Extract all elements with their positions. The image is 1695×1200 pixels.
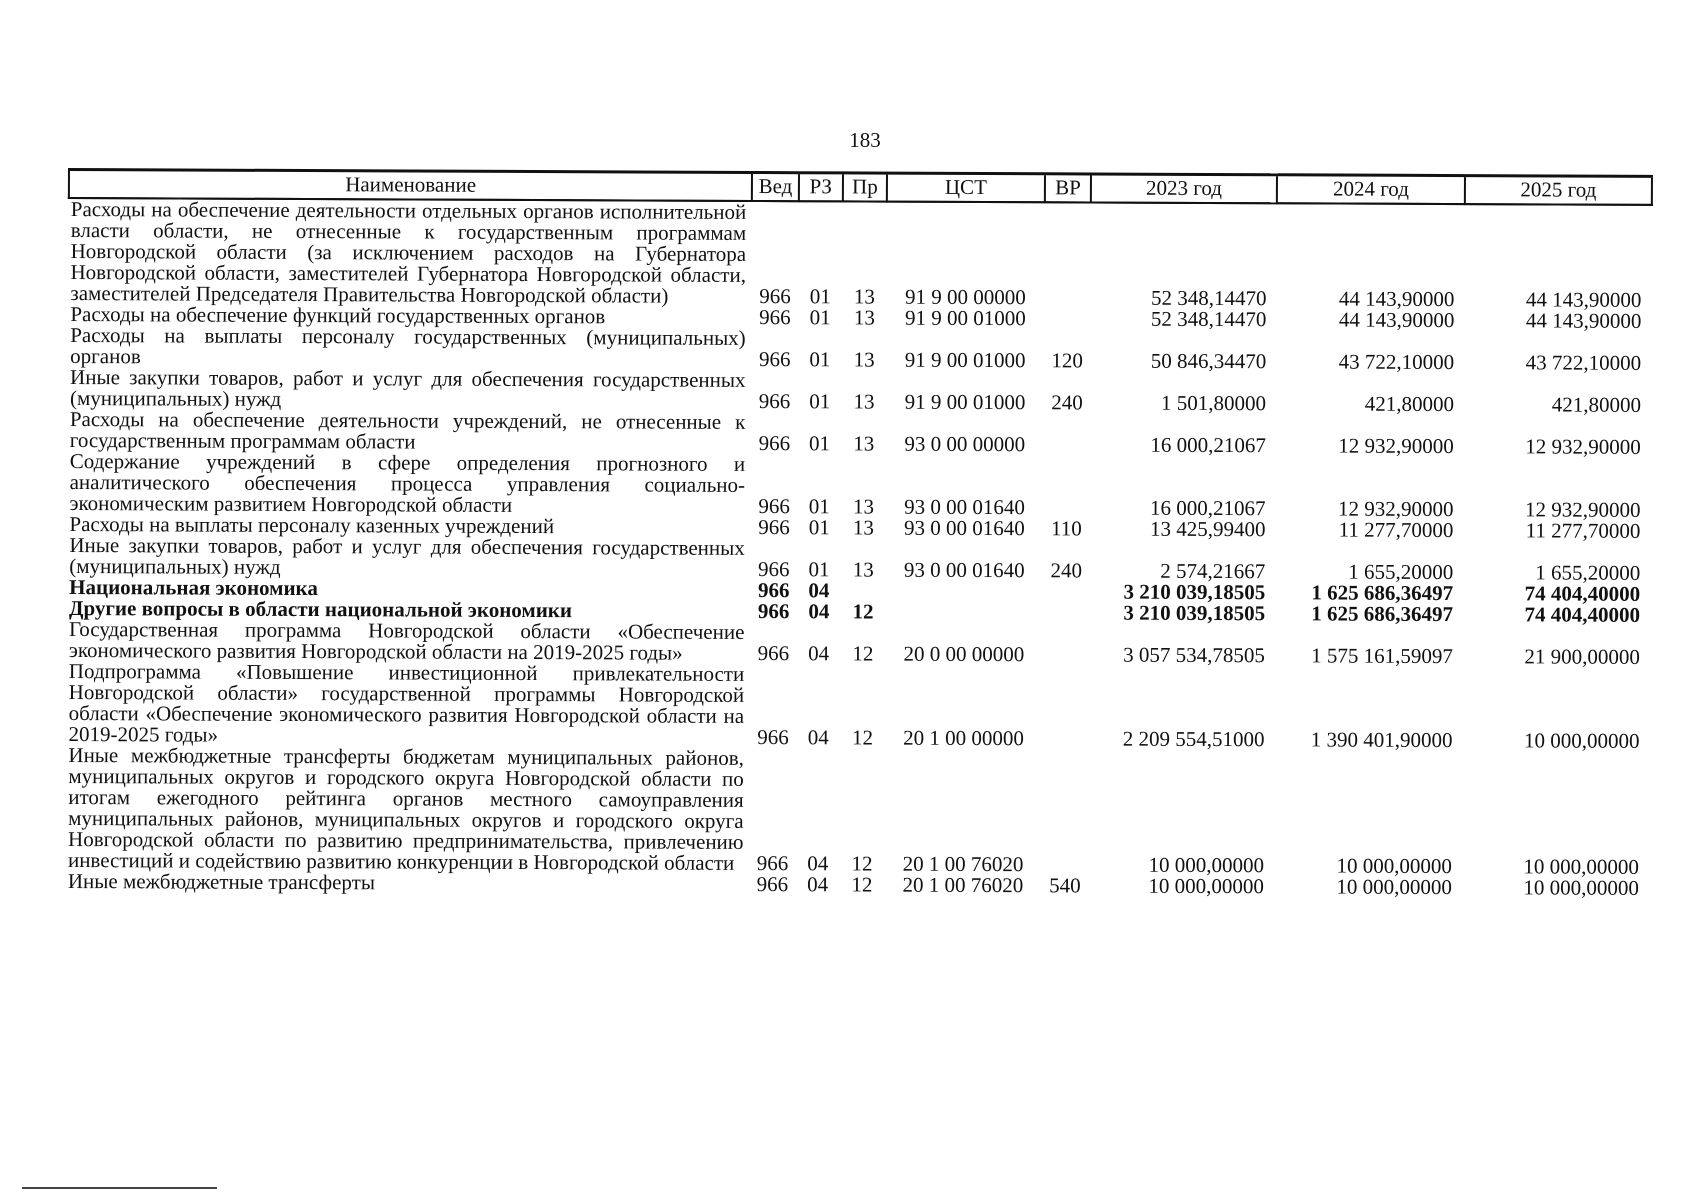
cell-2024: 1 625 686,36497 xyxy=(1311,580,1454,606)
cell-2025: 12 932,90000 xyxy=(1525,434,1641,459)
cell-vr: 110 xyxy=(1051,516,1082,541)
cell-pr: 13 xyxy=(853,347,875,372)
cell-pr: 12 xyxy=(852,599,874,624)
cell-2023: 1 501,80000 xyxy=(1160,390,1267,416)
cell-2024: 1 575 161,59097 xyxy=(1311,643,1453,669)
table-row xyxy=(66,745,1650,878)
cell-2024: 10 000,00000 xyxy=(1336,853,1453,879)
cell-cst xyxy=(885,581,1043,603)
cell-rz: 01 xyxy=(808,557,830,582)
cell-2025: 21 900,00000 xyxy=(1524,644,1640,669)
cell-2024: 43 722,10000 xyxy=(1338,349,1455,375)
cell-ved: 966 xyxy=(758,431,791,456)
cell-ved: 966 xyxy=(759,284,791,309)
cell-vr xyxy=(1043,623,1089,665)
cell-cst xyxy=(885,602,1043,624)
cell-ved: 966 xyxy=(758,347,791,372)
header-2023: 2023 год xyxy=(1091,174,1277,203)
cell-pr: 13 xyxy=(852,515,874,540)
cell-name: Расходы на выплаты персоналу казенных учреждений xyxy=(69,512,555,539)
cell-rz: 01 xyxy=(808,515,830,540)
cell-rz: 01 xyxy=(809,431,831,456)
cell-rz: 04 xyxy=(808,578,830,603)
cell-name: Расходы на выплаты персоналу государственных (муниципальных) органов xyxy=(70,323,746,369)
cell-2023: 52 348,14470 xyxy=(1150,285,1267,311)
cell-cst: 93 0 00 01640 xyxy=(903,557,1025,583)
cell-pr: 13 xyxy=(853,305,875,330)
cell-rz: 01 xyxy=(809,347,831,372)
header-name: Наименование xyxy=(69,170,753,201)
cell-name: Иные закупки товаров, работ и услуг для обеспечения государственных (муниципальных) нужд xyxy=(69,365,746,411)
cell-name: Другие вопросы в области национальной экономики xyxy=(69,596,573,623)
cell-2025: 10 000,00000 xyxy=(1523,728,1640,753)
cell-pr: 12 xyxy=(852,641,874,666)
cell-cst: 91 9 00 01000 xyxy=(904,347,1026,373)
page-number: 183 xyxy=(849,128,881,152)
cell-cst: 93 0 00 01640 xyxy=(904,494,1025,520)
cell-name: Иные межбюджетные трансферты бюджетам муниципальных районов, муниципальных округов и городского округа Новгородской области по итогам ежегодного рейтинга органов местного самоуправления муниципальных районов, муниципальных округов и городского округа Новгородской области по развитию предпринимательства, привлечению инвестиций и содействию развитию конкуренции в Новгородской области xyxy=(67,743,744,875)
cell-cst: 93 0 00 00000 xyxy=(904,431,1026,457)
table-row xyxy=(68,198,1651,311)
cell-vr xyxy=(1043,602,1089,623)
table-body xyxy=(66,198,1652,899)
cell-2024: 421,80000 xyxy=(1364,391,1455,417)
cell-2023: 2 209 554,51000 xyxy=(1122,726,1265,752)
cell-cst: 20 1 00 00000 xyxy=(903,725,1024,751)
cell-2025: 44 143,90000 xyxy=(1525,308,1642,333)
header-2024: 2024 год xyxy=(1277,175,1465,204)
table-row xyxy=(67,451,1650,521)
cell-2025: 11 277,70000 xyxy=(1525,518,1641,543)
cell-2024: 1 625 686,36497 xyxy=(1311,601,1454,627)
cell-2025: 74 404,40000 xyxy=(1524,581,1641,606)
cell-ved: 966 xyxy=(756,851,789,876)
header-pr: Пр xyxy=(843,173,887,202)
cell-2025: 12 932,90000 xyxy=(1524,497,1641,522)
cell-pr: 12 xyxy=(851,725,874,750)
cell-pr: 13 xyxy=(852,557,874,582)
cell-2024: 11 277,70000 xyxy=(1338,517,1454,543)
cell-name: Иные закупки товаров, работ и услуг для обеспечения государственных (муниципальных) нужд xyxy=(69,533,745,579)
cell-vr: 240 xyxy=(1051,390,1083,415)
cell-name: Государственная программа Новгородской области «Обеспечение экономического развития Новгородской области на 2019-2025 годы» xyxy=(68,617,745,665)
cell-2023: 3 210 039,18505 xyxy=(1123,600,1266,626)
table-row xyxy=(66,661,1649,752)
cell-pr: 12 xyxy=(851,851,873,876)
header-ved: Вед xyxy=(752,172,798,201)
cell-vr: 120 xyxy=(1051,348,1083,373)
cell-2024: 1 390 401,90000 xyxy=(1310,727,1453,753)
cell-2024: 10 000,00000 xyxy=(1336,874,1452,900)
cell-2025: 10 000,00000 xyxy=(1523,875,1639,900)
cell-rz: 01 xyxy=(809,389,831,414)
cell-vr xyxy=(1043,455,1089,518)
cell-rz: 04 xyxy=(808,641,830,666)
cell-2023: 10 000,00000 xyxy=(1148,873,1264,899)
cell-2025: 10 000,00000 xyxy=(1523,854,1640,879)
cell-2025: 44 143,90000 xyxy=(1525,287,1642,312)
cell-2024: 12 932,90000 xyxy=(1337,496,1454,522)
cell-rz: 04 xyxy=(807,725,829,750)
header-cst: ЦСТ xyxy=(887,173,1045,202)
cell-name: Подпрограмма «Повышение инвестиционной привлекательности Новгородской области» государственной программы Новгородской области «Обеспечение экономического развития Новгородской области на 2019-2025 годы» xyxy=(68,659,745,747)
cell-2024: 12 932,90000 xyxy=(1338,433,1454,459)
cell-2025: 43 722,10000 xyxy=(1525,350,1642,375)
cell-rz: 04 xyxy=(807,872,829,897)
cell-vr: 240 xyxy=(1050,558,1083,583)
cell-2024: 1 655,20000 xyxy=(1348,559,1454,585)
header-rz: РЗ xyxy=(799,173,843,202)
cell-2023: 50 846,34470 xyxy=(1150,348,1267,374)
cell-2025: 1 655,20000 xyxy=(1535,560,1641,585)
cell-rz: 01 xyxy=(808,494,830,519)
cell-2024: 44 143,90000 xyxy=(1338,286,1455,312)
cell-2023: 52 348,14470 xyxy=(1150,306,1267,332)
cell-cst: 20 1 00 76020 xyxy=(902,851,1024,877)
cell-pr: 13 xyxy=(853,389,875,414)
budget-table xyxy=(65,168,1653,899)
cell-2023: 3 210 039,18505 xyxy=(1123,579,1266,605)
cell-name: Содержание учреждений в сфере определения прогнозного и аналитического обеспечения процесса управления социально-экономическим развитием Новгородской области xyxy=(69,449,746,517)
cell-pr: 13 xyxy=(853,431,875,456)
cell-cst: 20 1 00 76020 xyxy=(902,872,1024,898)
cell-cst: 93 0 00 01640 xyxy=(904,515,1025,541)
cell-vr xyxy=(1044,202,1091,308)
cell-rz: 04 xyxy=(808,599,830,624)
cell-vr xyxy=(1043,581,1089,602)
cell-2023: 3 057 534,78505 xyxy=(1123,642,1266,668)
cell-vr xyxy=(1044,413,1090,455)
cell-ved: 966 xyxy=(756,872,789,897)
cell-2023: 10 000,00000 xyxy=(1148,852,1265,878)
cell-ved: 966 xyxy=(757,578,790,603)
scan-artifact-line xyxy=(22,1187,217,1189)
cell-vr xyxy=(1042,665,1089,749)
cell-2025: 421,80000 xyxy=(1551,392,1642,417)
cell-cst: 91 9 00 00000 xyxy=(905,284,1026,310)
header-vr: ВР xyxy=(1045,174,1091,203)
cell-pr: 12 xyxy=(851,872,873,897)
budget-table-sheet xyxy=(65,168,1653,899)
cell-name: Расходы на обеспечение деятельности учреждений, не отнесенные к государственным программам области xyxy=(69,407,746,454)
cell-pr: 13 xyxy=(853,284,875,309)
cell-2025: 74 404,40000 xyxy=(1524,602,1641,627)
cell-2024: 44 143,90000 xyxy=(1338,307,1455,333)
cell-rz: 01 xyxy=(809,305,831,330)
cell-rz: 01 xyxy=(809,284,831,309)
cell-ved: 966 xyxy=(759,305,791,330)
cell-2023: 16 000,21067 xyxy=(1150,432,1266,458)
cell-vr xyxy=(1042,749,1089,875)
cell-pr xyxy=(841,580,885,601)
cell-cst: 20 0 00 00000 xyxy=(903,641,1025,667)
cell-2023: 2 574,21667 xyxy=(1160,558,1266,584)
cell-cst: 91 9 00 01000 xyxy=(904,389,1026,415)
cell-name: Национальная экономика xyxy=(69,575,318,601)
cell-name: Расходы на обеспечение функций государственных органов xyxy=(70,302,606,329)
cell-cst: 91 9 00 01000 xyxy=(904,305,1026,331)
cell-pr: 13 xyxy=(852,494,875,519)
cell-vr: 540 xyxy=(1049,873,1081,898)
cell-name: Иные межбюджетные трансферты xyxy=(67,869,376,895)
cell-vr xyxy=(1044,308,1090,329)
cell-ved: 966 xyxy=(758,515,790,540)
cell-ved: 966 xyxy=(758,494,790,519)
cell-2023: 13 425,99400 xyxy=(1149,516,1266,542)
cell-ved: 966 xyxy=(757,725,789,750)
cell-ved: 966 xyxy=(758,389,791,414)
cell-ved: 966 xyxy=(757,599,790,624)
cell-2023: 16 000,21067 xyxy=(1150,495,1266,521)
cell-name: Расходы на обеспечение деятельности отдельных органов исполнительной власти области, не отнесенные к государственным программам Новгородской области (за исключением расходов на Губернатора Новгородской области, заместителей Губернатора Новгородской области, заместителей Председателя Правительства Новгородской области) xyxy=(70,197,747,308)
table-row xyxy=(66,871,1649,899)
cell-ved: 966 xyxy=(757,641,790,666)
cell-rz: 04 xyxy=(807,851,829,876)
header-2025: 2025 год xyxy=(1465,176,1652,205)
cell-ved: 966 xyxy=(758,557,790,582)
